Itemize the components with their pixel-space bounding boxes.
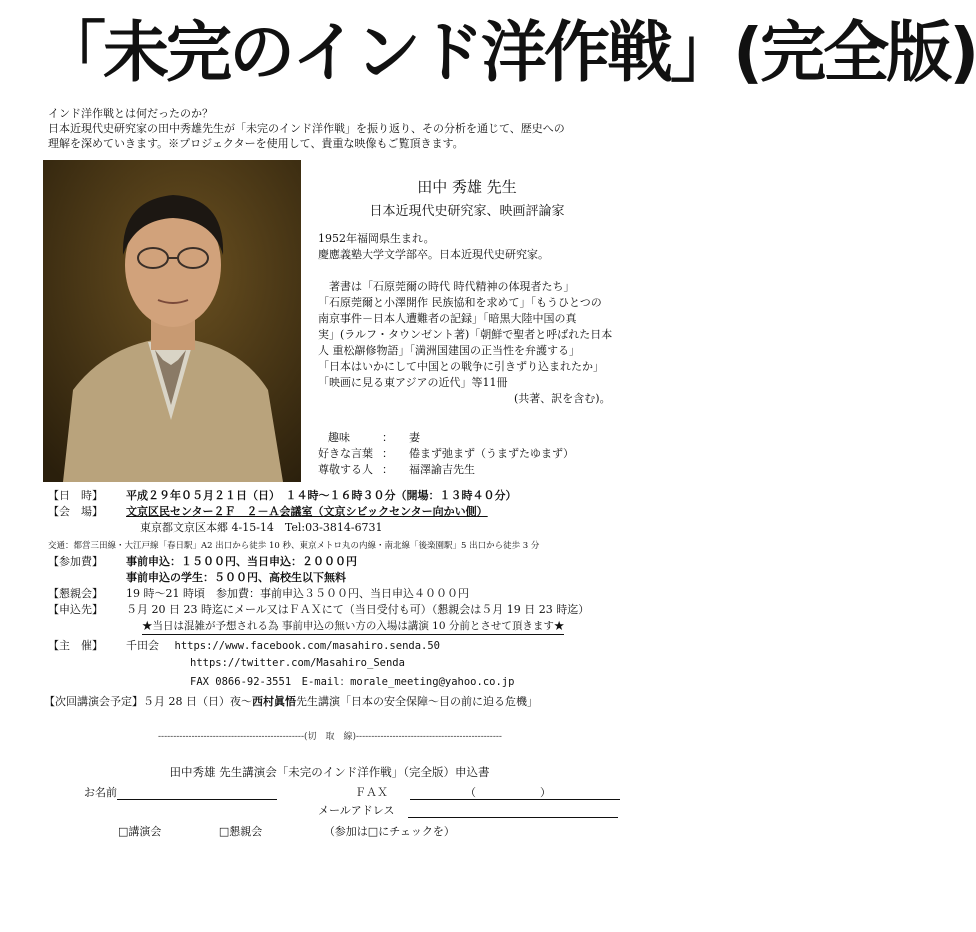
hobby-value: 妻 [409,431,420,444]
bio-line: 人 重松髜修物語」「満洲国建国の正当性を弁護する」 [318,344,580,357]
twitter-link[interactable]: https://twitter.com/Masahiro_Senda [190,657,405,669]
host-value: 千田会 [126,639,159,652]
motto-label: 好きな言葉 [318,447,373,460]
fax-label: ＦＡＸ [355,786,388,799]
bio-line: 「映画に見る東アジアの近代」等11冊 [318,376,508,389]
bio-line: 著書は「石原莞爾の時代 時代精神の体現者たち」 [318,280,575,293]
event-venue [48,504,488,519]
party-value: 19 時～21 時頃 参加費：事前申込３５００円、当日申込４０００円 [126,587,469,600]
form-mail-row [318,803,618,818]
next-speaker: 西村眞悟 [252,695,296,708]
apply-value: ５月 20 日 23 時迄にメール又はＦＡＸにて（当日受付も可）（懇親会は５月 19 日 23 時迄） [126,603,590,616]
intro-line-2: 日本近現代史研究家の田中秀雄先生が「未完のインド洋作戦」を振り返り、その分析を通じて、歴史への [48,122,565,135]
host-label: 【主 催】 [48,639,103,652]
flyer-title: 「未完のインド洋作戦」(完全版) [40,14,976,91]
party-label: 【懇親会】 [48,587,103,600]
venue-address: 東京都文京区本郷 4-15-14 Tel:03-3814-6731 [140,521,383,534]
event-fee [48,554,357,569]
respect-value: 福澤諭吉先生 [409,463,475,476]
intro-line-1: インド洋作戦とは何だったのか？ [48,107,213,120]
email-field[interactable] [408,805,618,818]
next-lecture [44,694,538,709]
bio-line: 慶應義塾大学文学部卒。日本近現代史研究家。 [318,248,549,261]
next-topic: 先生講演「日本の安全保障～目の前に迫る危機」 [296,695,538,708]
fee-value-1: 事前申込：１５００円、当日申込：２０００円 [126,555,357,568]
cut-line: ------------------------------------------------(切 取 線)------------------------------------------------ [158,732,502,742]
venue-label: 【会 場】 [48,505,103,518]
name-field[interactable] [117,787,277,800]
event-apply [48,602,589,617]
motto-value: 倦まず弛まず（うまずたゆまず） [409,447,574,460]
fee-value-2: 事前申込の学生：５００円、高校生以下無料 [126,571,346,584]
name-label: お名前 [84,786,117,799]
next-label: 【次回講演会予定】 [44,695,143,708]
hobby-label: 趣味 [328,431,350,444]
venue-value: 文京区民センター２Ｆ ２－Ａ会議室（文京シビックセンター向かい側） [126,505,488,518]
entry-notice: ★当日は混雑が予想される為 事前申込の無い方の入場は講演 10 分前とさせて頂きます★ [142,619,564,635]
facebook-link[interactable]: https://www.facebook.com/masahiro.senda.50 [174,640,441,652]
speaker-bio [318,231,612,407]
fax-paren-open: （ [465,786,476,799]
bio-line: 「日本はいかにして中国との戦争に引きずり込まれたか」 [318,360,604,373]
bio-line: 実」(ラルフ・タウンゼント著)「朝鮮で聖者と呼ばれた日本 [318,328,613,341]
bio-note: (共著、訳を含む)。 [514,392,611,405]
form-fax-row [355,785,620,800]
fax-paren-close: ） [540,786,551,799]
bio-line: 南京事件－日本人遭難者の記録」「暗黒大陸中国の真 [318,312,577,325]
apply-label: 【申込先】 [48,603,103,616]
venue-access: 交通：都営三田線・大江戸線「春日駅」A2 出口から徒歩 10 秒、東京メトロ丸の内線・南北線「後楽園駅」5 出口から徒歩 3 分 [48,541,540,551]
fax-field[interactable] [410,787,620,800]
form-options [118,824,455,839]
event-host [48,638,440,654]
event-date [48,488,517,503]
speaker-photo [43,160,301,482]
form-name-row [84,785,277,800]
bio-line: 1952年福岡県生まれ。 [318,232,435,245]
speaker-role: 日本近現代史研究家、映画評論家 [369,204,565,219]
respect-label: 尊敬する人 [318,463,373,476]
date-value: 平成２９年０５月２１日（日） １４時～１６時３０分（開場：１３時４０分） [126,489,517,502]
date-label: 【日 時】 [48,489,103,502]
party-checkbox[interactable]: □懇親会 [218,825,263,838]
form-title: 田中秀雄 先生講演会「未完のインド洋作戦」（完全版）申込書 [169,765,490,779]
bio-line [318,263,612,279]
lecture-checkbox[interactable]: □講演会 [118,825,162,838]
fax-email: FAX 0866-92-3551 E-mail：morale_meeting@yahoo.co.jp [190,676,515,688]
bio-line: 「石原莞爾と小澤開作 民族協和を求めて」「もうひとつの [318,296,602,309]
speaker-profile: 趣味 ： 妻 好きな言葉 ： 倦まず弛まず（うまずたゆまず） 尊敬する人 ： 福澤諭吉先生 [318,431,574,476]
option-note: （参加は□にチェックを） [323,825,455,838]
speaker-name: 田中 秀雄 先生 [417,178,517,196]
fee-label: 【参加費】 [48,555,103,568]
mail-label: メールアドレス [318,804,395,817]
next-date: ５月 28 日（日）夜～ [143,695,252,708]
portrait-illustration [43,160,301,482]
intro-line-3: 理解を深めていきます。※プロジェクターを使用して、貴重な映像もご覧頂きます。 [48,137,464,150]
event-party [48,586,469,601]
